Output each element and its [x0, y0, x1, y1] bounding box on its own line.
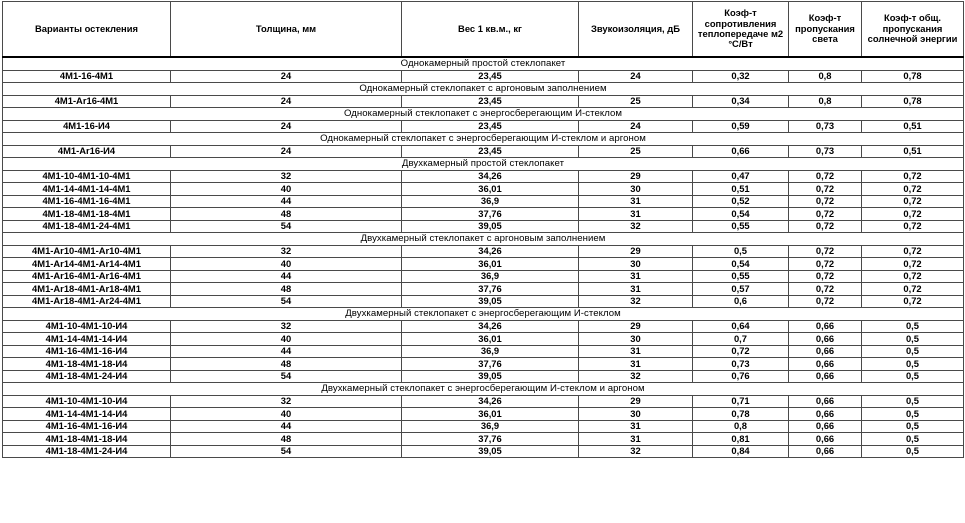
thickness-cell: 44 [171, 420, 402, 433]
thickness-cell: 44 [171, 195, 402, 208]
variant-cell: 4М1-16-4М1 [3, 70, 171, 83]
weight-cell: 39,05 [402, 370, 579, 383]
section-title: Двухкамерный стеклопакет с энергосберегающим И-стеклом и аргоном [3, 383, 964, 396]
table-row [3, 433, 964, 446]
header-cell-weight: Вес 1 кв.м., кг [402, 2, 579, 58]
weight-cell: 37,76 [402, 433, 579, 446]
light-cell: 0,72 [789, 295, 862, 308]
table-row [3, 208, 964, 221]
sound-cell: 31 [579, 195, 693, 208]
section-row [3, 383, 964, 396]
variant-cell: 4М1-Ar16-4М1-Ar16-4М1 [3, 270, 171, 283]
section-row [3, 83, 964, 96]
light-cell: 0,66 [789, 320, 862, 333]
sound-cell: 31 [579, 433, 693, 446]
section-row [3, 108, 964, 121]
table-row [3, 408, 964, 421]
solar-cell: 0,72 [862, 258, 964, 271]
thermal-cell: 0,55 [693, 270, 789, 283]
thickness-cell: 32 [171, 320, 402, 333]
weight-cell: 23,45 [402, 120, 579, 133]
table-row [3, 145, 964, 158]
weight-cell: 34,26 [402, 320, 579, 333]
light-cell: 0,66 [789, 395, 862, 408]
thermal-cell: 0,78 [693, 408, 789, 421]
table-row [3, 320, 964, 333]
variant-cell: 4М1-10-4М1-10-4М1 [3, 170, 171, 183]
solar-cell: 0,72 [862, 170, 964, 183]
sound-cell: 30 [579, 183, 693, 196]
variant-cell: 4М1-16-4М1-16-4М1 [3, 195, 171, 208]
variant-cell: 4М1-14-4М1-14-И4 [3, 333, 171, 346]
thickness-cell: 40 [171, 408, 402, 421]
thickness-cell: 32 [171, 245, 402, 258]
table-row [3, 120, 964, 133]
variant-cell: 4М1-Ar16-И4 [3, 145, 171, 158]
sound-cell: 31 [579, 283, 693, 296]
light-cell: 0,8 [789, 95, 862, 108]
variant-cell: 4М1-Ar10-4М1-Ar10-4М1 [3, 245, 171, 258]
solar-cell: 0,5 [862, 420, 964, 433]
solar-cell: 0,5 [862, 408, 964, 421]
header-cell-light-transmission: Коэф-т пропускания света [789, 2, 862, 58]
thermal-cell: 0,32 [693, 70, 789, 83]
light-cell: 0,72 [789, 183, 862, 196]
solar-cell: 0,72 [862, 220, 964, 233]
thermal-cell: 0,59 [693, 120, 789, 133]
weight-cell: 37,76 [402, 208, 579, 221]
thermal-cell: 0,54 [693, 258, 789, 271]
table-row [3, 195, 964, 208]
light-cell: 0,66 [789, 370, 862, 383]
weight-cell: 23,45 [402, 70, 579, 83]
solar-cell: 0,78 [862, 95, 964, 108]
solar-cell: 0,72 [862, 283, 964, 296]
thermal-cell: 0,72 [693, 345, 789, 358]
section-title: Двухкамерный простой стеклопакет [3, 158, 964, 171]
variant-cell: 4М1-14-4М1-14-4М1 [3, 183, 171, 196]
thermal-cell: 0,71 [693, 395, 789, 408]
header-cell-thermal-resistance: Коэф-т сопротивления теплопередаче м2 °С/Вт [693, 2, 789, 58]
sound-cell: 25 [579, 145, 693, 158]
sound-cell: 25 [579, 95, 693, 108]
weight-cell: 36,9 [402, 345, 579, 358]
variant-cell: 4М1-18-4М1-18-И4 [3, 358, 171, 371]
thermal-cell: 0,57 [693, 283, 789, 296]
light-cell: 0,66 [789, 408, 862, 421]
thermal-cell: 0,6 [693, 295, 789, 308]
light-cell: 0,72 [789, 208, 862, 221]
thermal-cell: 0,84 [693, 445, 789, 458]
table-row [3, 283, 964, 296]
solar-cell: 0,5 [862, 358, 964, 371]
section-title: Двухкамерный стеклопакет с аргоновым заполнением [3, 233, 964, 246]
light-cell: 0,66 [789, 445, 862, 458]
solar-cell: 0,5 [862, 433, 964, 446]
thickness-cell: 24 [171, 120, 402, 133]
table-row [3, 170, 964, 183]
thickness-cell: 54 [171, 445, 402, 458]
weight-cell: 36,9 [402, 420, 579, 433]
weight-cell: 36,9 [402, 270, 579, 283]
sound-cell: 29 [579, 245, 693, 258]
sound-cell: 31 [579, 358, 693, 371]
light-cell: 0,72 [789, 195, 862, 208]
table-row [3, 183, 964, 196]
variant-cell: 4М1-16-И4 [3, 120, 171, 133]
light-cell: 0,66 [789, 358, 862, 371]
table-row [3, 395, 964, 408]
header-cell-sound-insulation: Звукоизоляция, дБ [579, 2, 693, 58]
table-row [3, 95, 964, 108]
thickness-cell: 40 [171, 183, 402, 196]
solar-cell: 0,72 [862, 295, 964, 308]
light-cell: 0,72 [789, 170, 862, 183]
solar-cell: 0,72 [862, 245, 964, 258]
weight-cell: 34,26 [402, 245, 579, 258]
light-cell: 0,72 [789, 283, 862, 296]
thickness-cell: 44 [171, 345, 402, 358]
thermal-cell: 0,73 [693, 358, 789, 371]
thickness-cell: 54 [171, 220, 402, 233]
variant-cell: 4М1-18-4М1-18-И4 [3, 433, 171, 446]
sound-cell: 32 [579, 295, 693, 308]
weight-cell: 36,01 [402, 333, 579, 346]
sound-cell: 31 [579, 270, 693, 283]
weight-cell: 23,45 [402, 95, 579, 108]
variant-cell: 4М1-10-4М1-10-И4 [3, 320, 171, 333]
thermal-cell: 0,64 [693, 320, 789, 333]
sound-cell: 32 [579, 370, 693, 383]
header-cell-solar-transmission: Коэф-т общ. пропускания солнечной энергии [862, 2, 964, 58]
sound-cell: 30 [579, 258, 693, 271]
thermal-cell: 0,7 [693, 333, 789, 346]
sound-cell: 24 [579, 70, 693, 83]
weight-cell: 36,01 [402, 258, 579, 271]
weight-cell: 39,05 [402, 295, 579, 308]
sound-cell: 29 [579, 320, 693, 333]
thickness-cell: 44 [171, 270, 402, 283]
solar-cell: 0,72 [862, 195, 964, 208]
variant-cell: 4М1-18-4М1-24-4М1 [3, 220, 171, 233]
solar-cell: 0,51 [862, 145, 964, 158]
variant-cell: 4М1-16-4М1-16-И4 [3, 345, 171, 358]
thickness-cell: 32 [171, 395, 402, 408]
weight-cell: 34,26 [402, 170, 579, 183]
table-row [3, 270, 964, 283]
thickness-cell: 54 [171, 295, 402, 308]
sound-cell: 32 [579, 220, 693, 233]
thermal-cell: 0,55 [693, 220, 789, 233]
weight-cell: 23,45 [402, 145, 579, 158]
section-row [3, 158, 964, 171]
light-cell: 0,8 [789, 70, 862, 83]
variant-cell: 4М1-Ar18-4М1-Ar18-4М1 [3, 283, 171, 296]
weight-cell: 37,76 [402, 358, 579, 371]
solar-cell: 0,5 [862, 370, 964, 383]
table-row [3, 258, 964, 271]
light-cell: 0,73 [789, 120, 862, 133]
thickness-cell: 48 [171, 358, 402, 371]
thermal-cell: 0,54 [693, 208, 789, 221]
section-row [3, 133, 964, 146]
variant-cell: 4М1-18-4М1-18-4М1 [3, 208, 171, 221]
thickness-cell: 48 [171, 433, 402, 446]
thermal-cell: 0,34 [693, 95, 789, 108]
variant-cell: 4М1-Ar16-4М1 [3, 95, 171, 108]
weight-cell: 39,05 [402, 220, 579, 233]
header-cell-variant: Варианты остекления [3, 2, 171, 58]
section-row [3, 308, 964, 321]
thickness-cell: 48 [171, 208, 402, 221]
thermal-cell: 0,51 [693, 183, 789, 196]
thickness-cell: 24 [171, 95, 402, 108]
header-cell-thickness: Толщина, мм [171, 2, 402, 58]
variant-cell: 4М1-Ar14-4М1-Ar14-4М1 [3, 258, 171, 271]
sound-cell: 31 [579, 208, 693, 221]
table-body [3, 57, 964, 458]
table-row [3, 220, 964, 233]
thermal-cell: 0,47 [693, 170, 789, 183]
table-row [3, 245, 964, 258]
thermal-cell: 0,52 [693, 195, 789, 208]
thickness-cell: 32 [171, 170, 402, 183]
table-row [3, 420, 964, 433]
light-cell: 0,66 [789, 345, 862, 358]
sound-cell: 32 [579, 445, 693, 458]
weight-cell: 37,76 [402, 283, 579, 296]
glazing-options-table [2, 1, 964, 458]
thickness-cell: 40 [171, 333, 402, 346]
solar-cell: 0,5 [862, 320, 964, 333]
light-cell: 0,73 [789, 145, 862, 158]
light-cell: 0,72 [789, 270, 862, 283]
sound-cell: 24 [579, 120, 693, 133]
weight-cell: 36,01 [402, 183, 579, 196]
thermal-cell: 0,66 [693, 145, 789, 158]
table-row [3, 345, 964, 358]
weight-cell: 36,01 [402, 408, 579, 421]
thickness-cell: 48 [171, 283, 402, 296]
table-row [3, 358, 964, 371]
section-row [3, 57, 964, 70]
solar-cell: 0,72 [862, 270, 964, 283]
light-cell: 0,72 [789, 258, 862, 271]
solar-cell: 0,51 [862, 120, 964, 133]
table-row [3, 445, 964, 458]
sound-cell: 29 [579, 170, 693, 183]
section-title: Однокамерный стеклопакет с энергосберегающим И-стеклом [3, 108, 964, 121]
thickness-cell: 24 [171, 145, 402, 158]
solar-cell: 0,72 [862, 183, 964, 196]
thermal-cell: 0,81 [693, 433, 789, 446]
section-row [3, 233, 964, 246]
thermal-cell: 0,8 [693, 420, 789, 433]
sound-cell: 31 [579, 420, 693, 433]
variant-cell: 4М1-Ar18-4М1-Ar24-4М1 [3, 295, 171, 308]
light-cell: 0,66 [789, 333, 862, 346]
table-row [3, 70, 964, 83]
light-cell: 0,72 [789, 245, 862, 258]
header-row [3, 2, 964, 58]
thickness-cell: 40 [171, 258, 402, 271]
variant-cell: 4М1-14-4М1-14-И4 [3, 408, 171, 421]
solar-cell: 0,5 [862, 345, 964, 358]
solar-cell: 0,5 [862, 445, 964, 458]
sound-cell: 29 [579, 395, 693, 408]
sound-cell: 30 [579, 408, 693, 421]
solar-cell: 0,78 [862, 70, 964, 83]
variant-cell: 4М1-10-4М1-10-И4 [3, 395, 171, 408]
variant-cell: 4М1-16-4М1-16-И4 [3, 420, 171, 433]
section-title: Двухкамерный стеклопакет с энергосберегающим И-стеклом [3, 308, 964, 321]
light-cell: 0,72 [789, 220, 862, 233]
weight-cell: 36,9 [402, 195, 579, 208]
section-title: Однокамерный стеклопакет с энергосберегающим И-стеклом и аргоном [3, 133, 964, 146]
thermal-cell: 0,76 [693, 370, 789, 383]
thermal-cell: 0,5 [693, 245, 789, 258]
section-title: Однокамерный стеклопакет с аргоновым заполнением [3, 83, 964, 96]
light-cell: 0,66 [789, 420, 862, 433]
variant-cell: 4М1-18-4М1-24-И4 [3, 370, 171, 383]
weight-cell: 39,05 [402, 445, 579, 458]
table-row [3, 370, 964, 383]
variant-cell: 4М1-18-4М1-24-И4 [3, 445, 171, 458]
thickness-cell: 24 [171, 70, 402, 83]
sound-cell: 30 [579, 333, 693, 346]
solar-cell: 0,5 [862, 395, 964, 408]
table-row [3, 333, 964, 346]
solar-cell: 0,5 [862, 333, 964, 346]
section-title: Однокамерный простой стеклопакет [3, 57, 964, 70]
table-row [3, 295, 964, 308]
weight-cell: 34,26 [402, 395, 579, 408]
thickness-cell: 54 [171, 370, 402, 383]
solar-cell: 0,72 [862, 208, 964, 221]
light-cell: 0,66 [789, 433, 862, 446]
sound-cell: 31 [579, 345, 693, 358]
